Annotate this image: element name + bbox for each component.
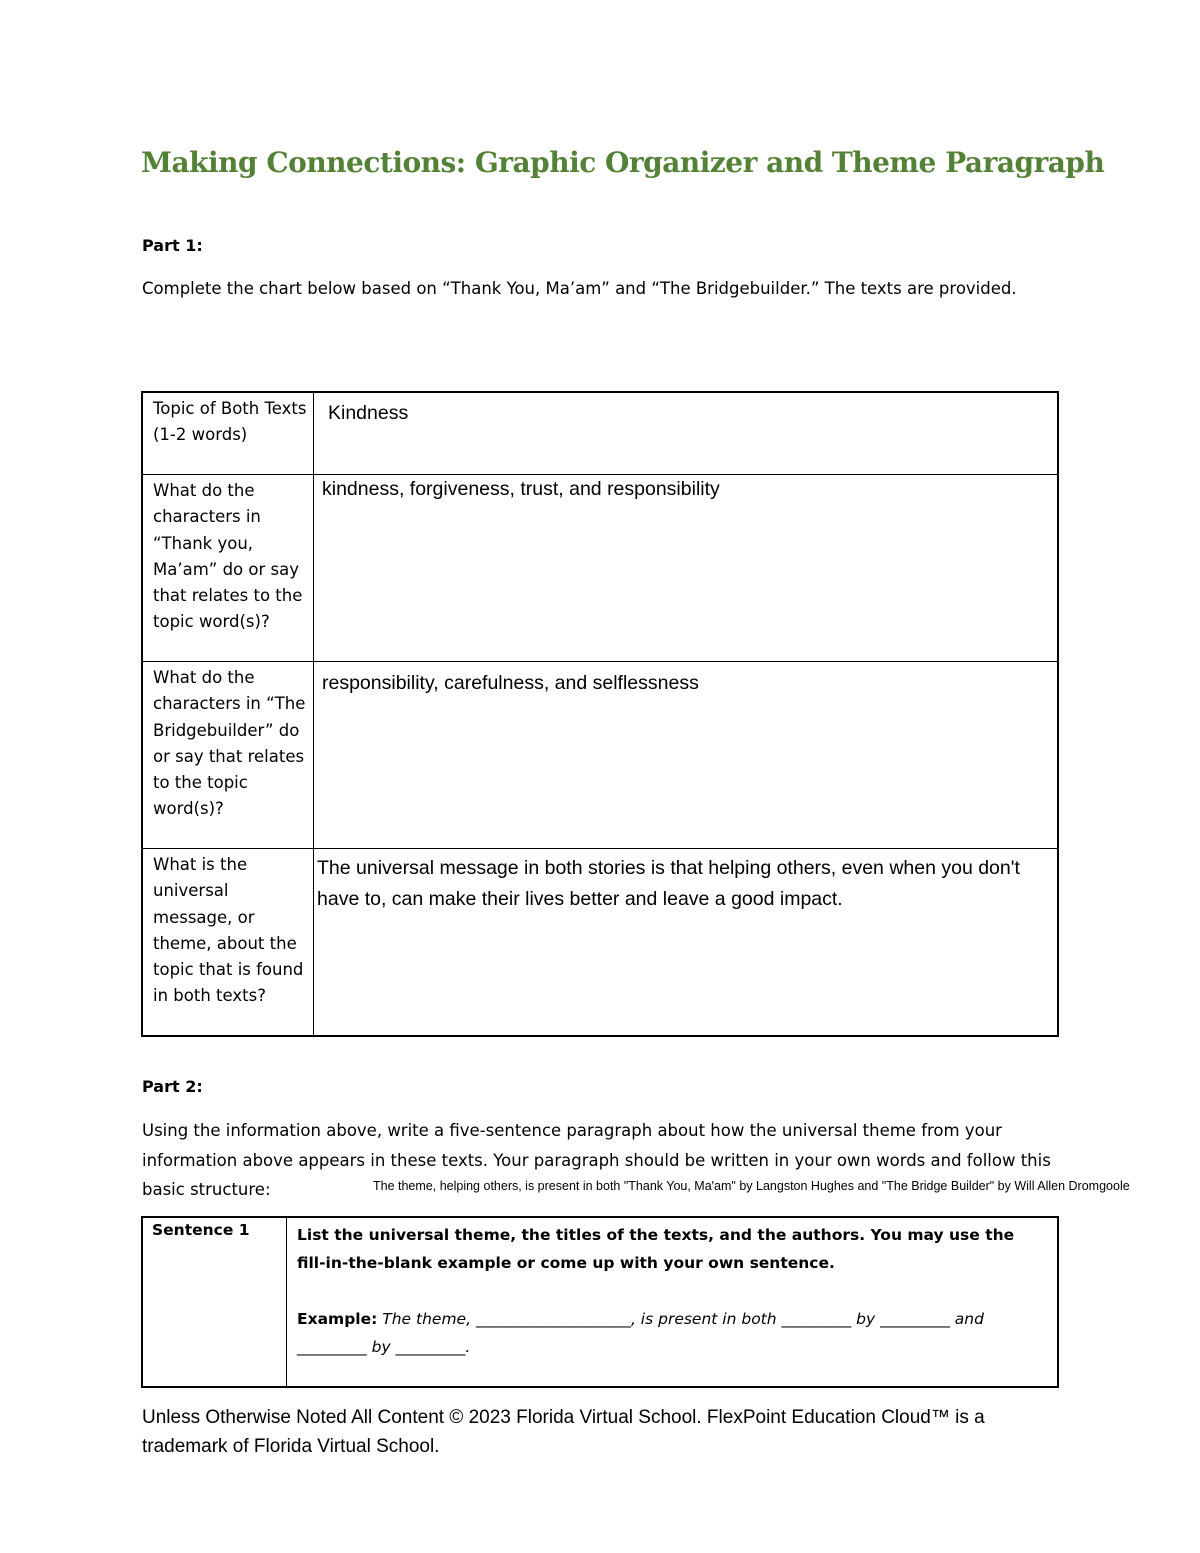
part1-instructions: Complete the chart below based on “Thank You, Ma’am” and “The Bridgebuilder.” The texts are provided. — [142, 279, 1017, 298]
chart-row-thank-you-maam — [142, 475, 1058, 662]
structure-row-sentence-1 — [142, 1217, 1058, 1387]
page-title: Making Connections: Graphic Organizer and Theme Paragraph — [141, 146, 1105, 179]
copyright-footer: Unless Otherwise Noted All Content © 2023 Florida Virtual School. FlexPoint Education Cloud™ is a trademark of Florida Virtual School. — [142, 1407, 985, 1457]
chart-row-theme — [142, 849, 1058, 1037]
sentence-instruction: List the universal theme, the titles of the texts, and the authors. You may use the fill-in-the-blank example or come up with your own sentence. — [297, 1226, 1015, 1272]
typed-answer-note[interactable]: The theme, helping others, is present in both "Thank You, Ma'am" by Langston Hughes and "The Bridge Builder" by Will Allen Dromgoole — [373, 1179, 1130, 1193]
example-label: Example: — [297, 1310, 378, 1328]
chart-answer: kindness, forgiveness, trust, and responsibility — [322, 478, 720, 500]
chart-answer: Kindness — [328, 402, 409, 424]
graphic-organizer-chart — [141, 391, 1059, 1037]
chart-question: What is the universal message, or theme, about the topic that is found in both texts? — [142, 849, 314, 1037]
paragraph-structure-table — [141, 1216, 1059, 1388]
chart-question: What do the characters in “Thank you, Ma’am” do or say that relates to the topic word(s)? — [142, 475, 314, 662]
chart-question: Topic of Both Texts (1-2 words) — [142, 392, 314, 475]
example-line — [297, 1305, 1047, 1361]
chart-row-bridgebuilder — [142, 662, 1058, 849]
sentence-label: Sentence 1 — [142, 1217, 287, 1387]
part1-heading: Part 1: — [142, 236, 203, 255]
chart-row-topic — [142, 392, 1058, 475]
chart-answer-cell[interactable] — [314, 849, 1059, 1037]
part2-heading: Part 2: — [142, 1077, 203, 1096]
example-text: The theme, ____________________, is present in both _________ by _________ and _________ by _________. — [297, 1310, 984, 1356]
sentence-guidance — [287, 1217, 1059, 1387]
chart-answer-cell[interactable] — [314, 475, 1059, 662]
part2-instructions: Using the information above, write a five-sentence paragraph about how the universal theme from your information above appears in these texts. Your paragraph should be written in your own words and follow this basic structure: — [142, 1121, 1051, 1199]
chart-answer: responsibility, carefulness, and selflessness — [322, 672, 699, 694]
chart-answer-cell[interactable] — [314, 392, 1059, 475]
chart-question: What do the characters in “The Bridgebuilder” do or say that relates to the topic word(s)? — [142, 662, 314, 849]
chart-answer-cell[interactable] — [314, 662, 1059, 849]
chart-answer: The universal message in both stories is that helping others, even when you don't have to, can make their lives better and leave a good impact. — [317, 857, 1020, 910]
